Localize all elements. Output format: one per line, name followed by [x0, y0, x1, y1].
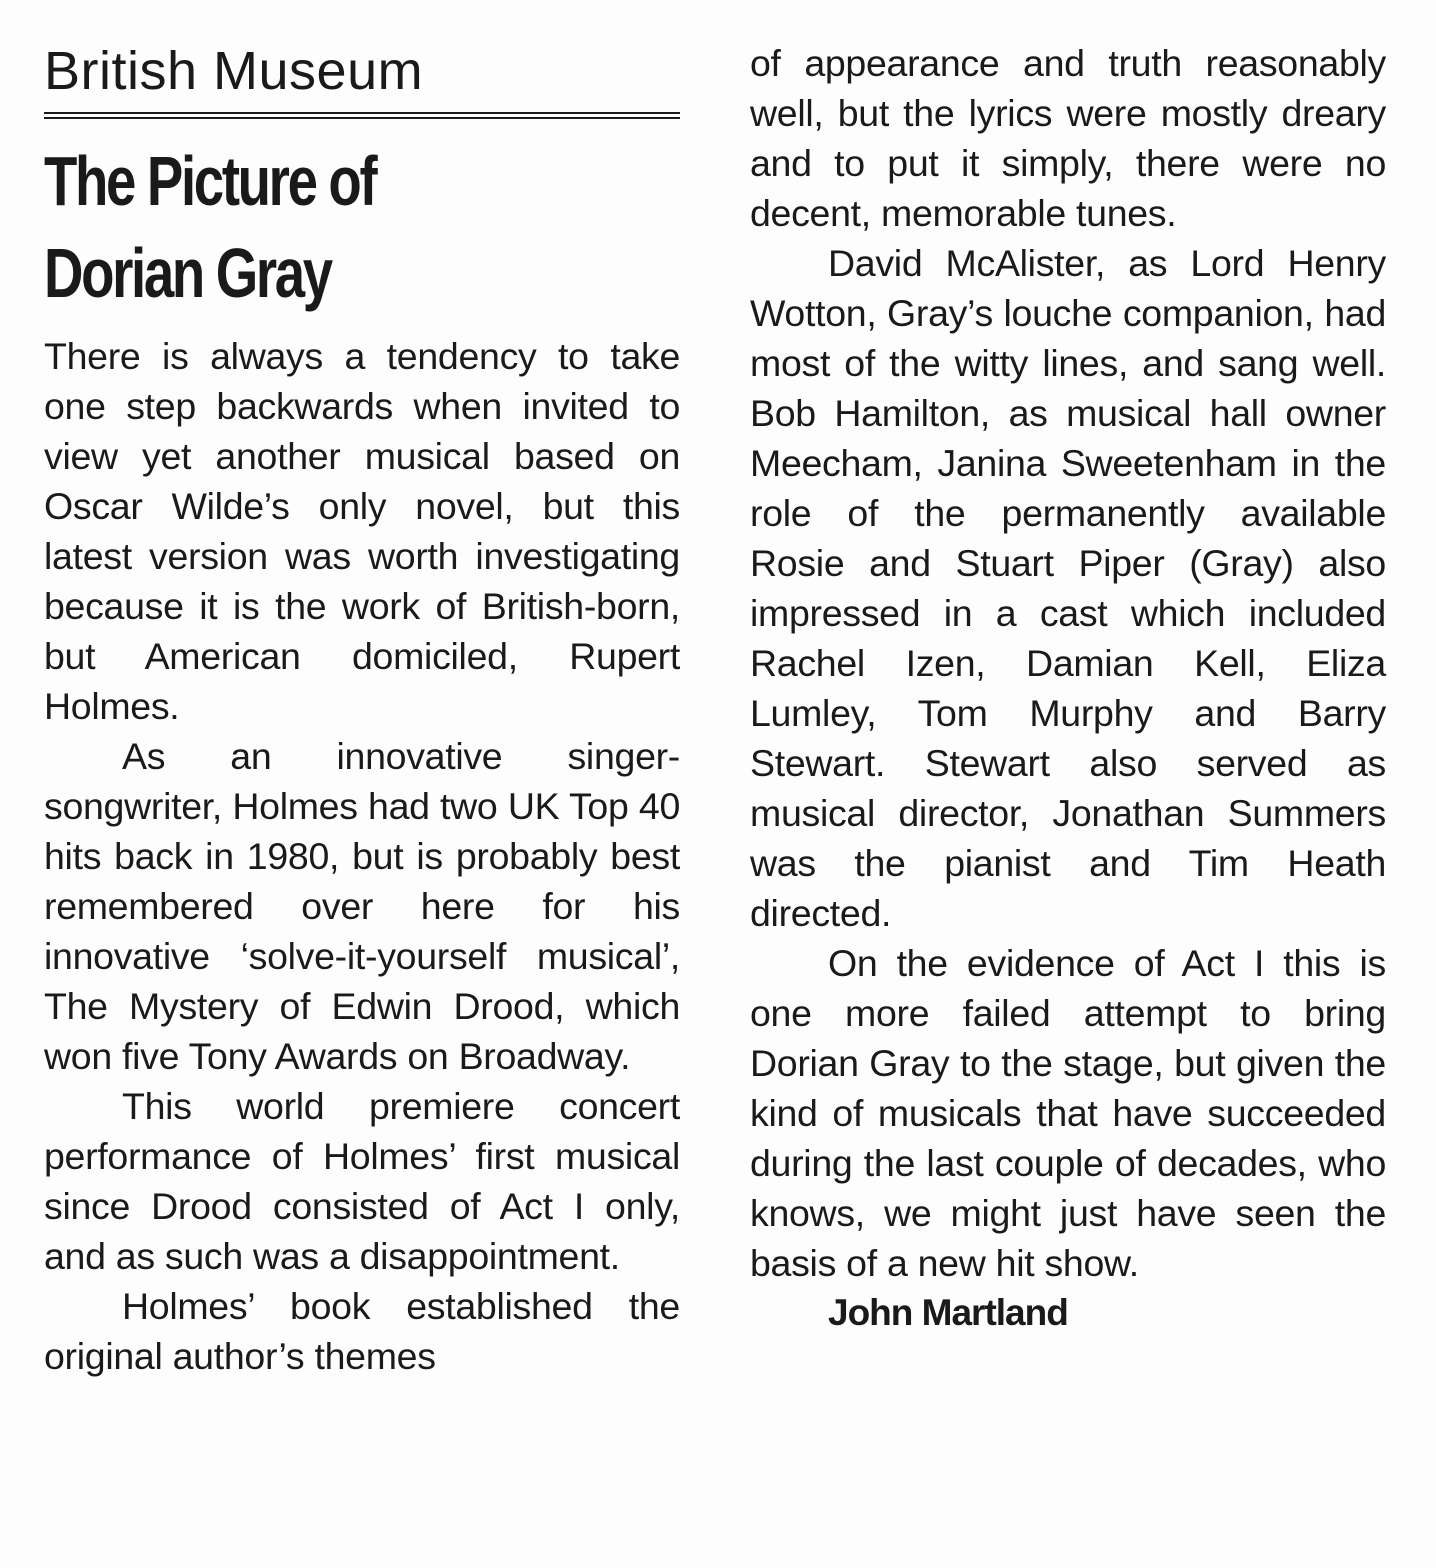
headline-line-1: The Picture of [44, 142, 376, 220]
left-column [44, 38, 680, 1381]
right-column [750, 38, 1386, 1338]
paragraph-book-continued: of appearance and truth reasonably well, but the lyrics were mostly dreary and to put it simply, there were no decent, memorable tunes. [750, 42, 1386, 234]
paragraph-holmes-career: As an innovative singer-songwriter, Holmes had two UK Top 40 hits back in 1980, but is probably best remembered over here for his innovative ‘solve-it-yourself musical’, The Mystery of Edwin Drood, which won five Tony Awards on Broadway. [44, 735, 680, 1077]
paragraph-cast: David McAlister, as Lord Henry Wotton, Gray’s louche companion, had most of the witty lines, and sang well. Bob Hamilton, as musical hall owner Meecham, Janina Sweetenham in the role of the permanently available Rosie and Stuart Piper (Gray) also impressed in a cast which included Rachel Izen, Damian Kell, Eliza Lumley, Tom Murphy and Barry Stewart. Stewart also served as musical director, Jonathan Summers was the pianist and Tim Heath directed. [750, 242, 1386, 934]
headline-line-2: Dorian Gray [44, 234, 331, 312]
paragraph-intro: There is always a tendency to take one step backwards when invited to view yet another musical based on Oscar Wilde’s only novel, but this latest version was worth investigating because it is the work of British-born, but American domiciled, Rupert Holmes. [44, 335, 680, 727]
paragraph-premiere: This world premiere concert performance of Holmes’ first musical since Drood consisted of Act I only, and as such was a disappointment. [44, 1085, 680, 1277]
paragraph-book-start: Holmes’ book established the original author’s themes [44, 1285, 680, 1377]
headline [44, 135, 684, 319]
byline: John Martland [828, 1292, 1068, 1333]
paragraph-verdict: On the evidence of Act I this is one more failed attempt to bring Dorian Gray to the stage, but given the kind of musicals that have succeeded during the last couple of decades, who knows, we might just have seen the basis of a new hit show. [750, 942, 1386, 1284]
venue-label: British Museum [44, 41, 424, 101]
double-rule-divider [44, 112, 680, 119]
